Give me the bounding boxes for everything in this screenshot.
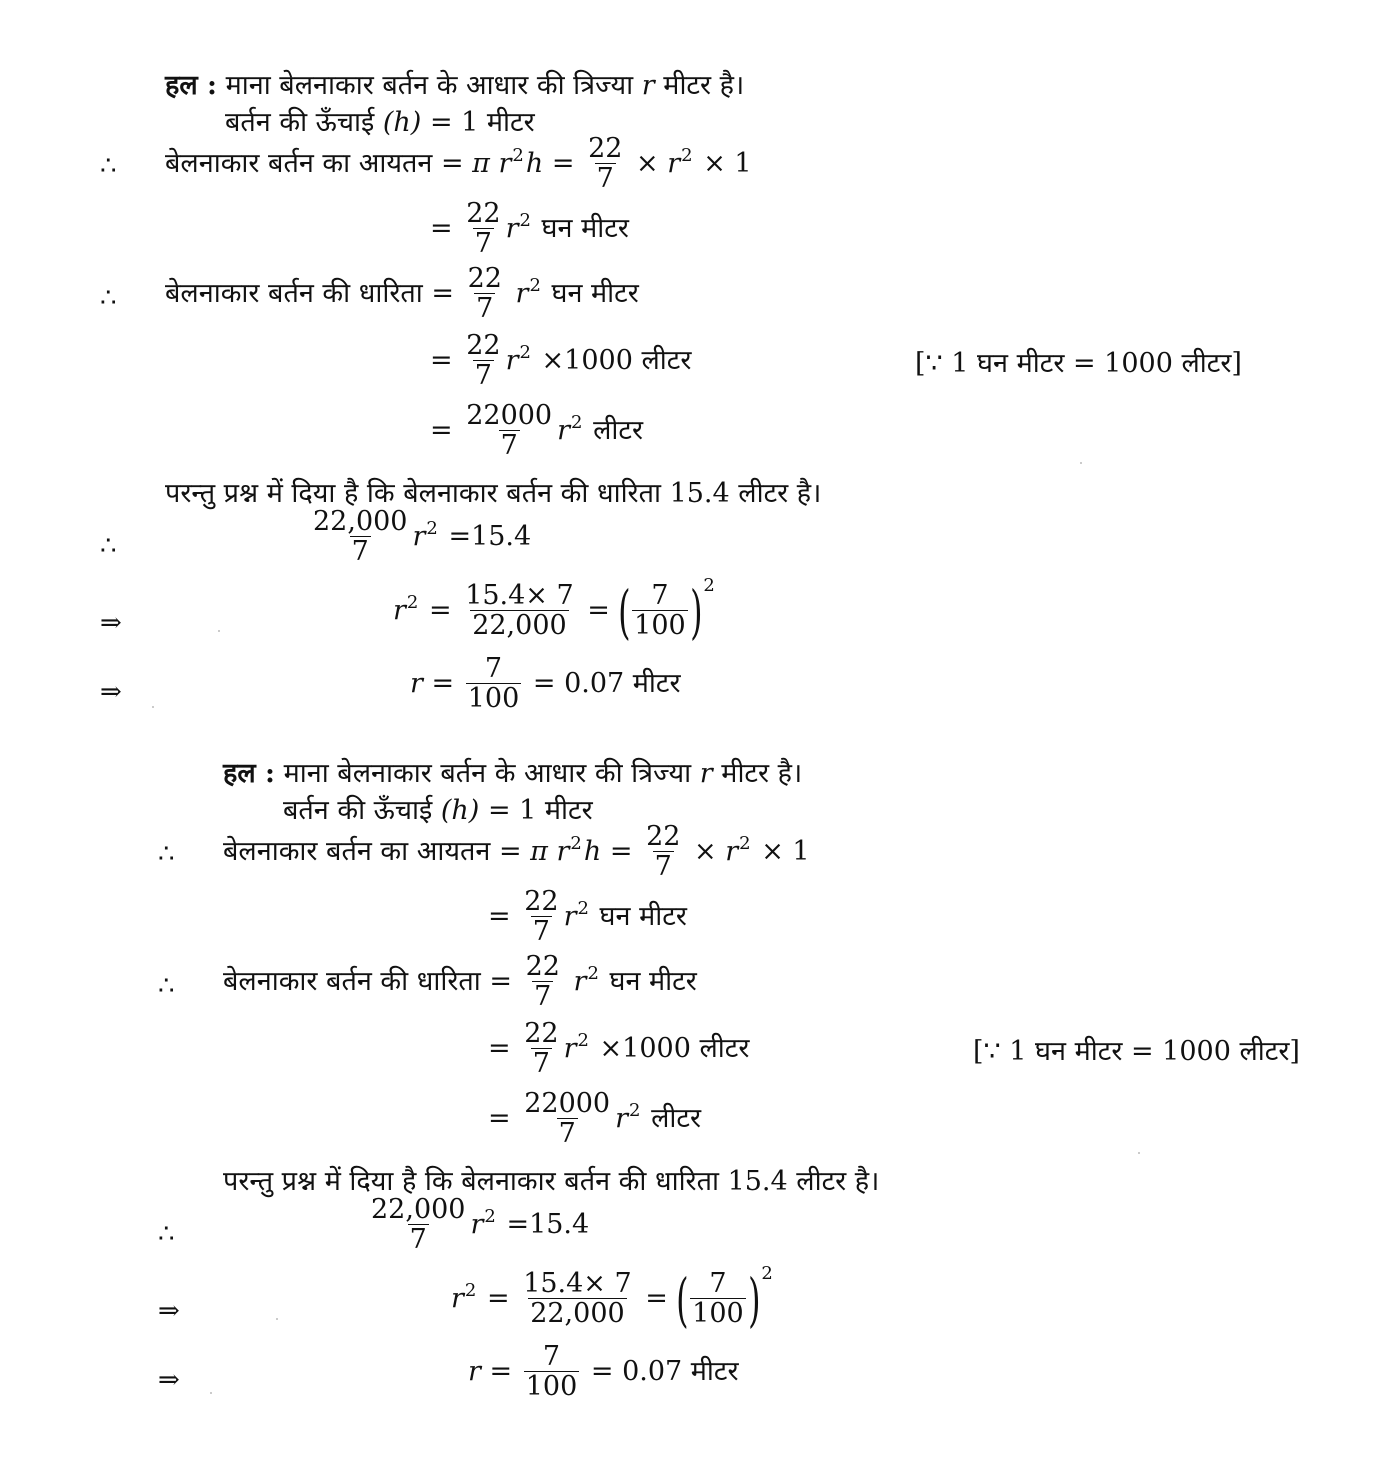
right-paren-icon: ) <box>689 577 703 646</box>
exponent: 2 <box>587 963 599 984</box>
fraction-22-7 <box>522 888 560 947</box>
equals: = <box>551 148 575 179</box>
denominator: 7 <box>532 916 550 947</box>
denominator: 7 <box>351 536 369 567</box>
denominator: 100 <box>525 1371 578 1402</box>
var-r: r <box>563 901 577 932</box>
unit-ghan-meter: घन मीटर <box>609 966 697 997</box>
denominator: 7 <box>654 851 672 882</box>
scan-speck <box>276 1318 278 1320</box>
given-line: परन्तु प्रश्न में दिया है कि बेलनाकार बर्तन की धारिता 15.4 लीटर है। <box>223 1166 880 1197</box>
var-r: r <box>699 758 713 789</box>
unit-liter: लीटर <box>651 1103 702 1134</box>
exponent: 2 <box>519 342 531 363</box>
denominator: 7 <box>532 1048 550 1079</box>
solution-block-1 <box>0 0 1389 714</box>
numerator: 22 <box>467 263 502 294</box>
r-squared-line <box>451 1263 773 1334</box>
capacity-final-line <box>430 402 643 461</box>
exponent: 2 <box>577 898 589 919</box>
scan-speck <box>218 630 220 632</box>
equals: = <box>486 1283 510 1314</box>
var-r: r <box>563 1033 577 1064</box>
r-value-line <box>468 1343 739 1402</box>
height-var: (h) <box>382 107 422 138</box>
capacity-line <box>223 953 697 1012</box>
volume-result-line <box>430 200 629 259</box>
var-r: r <box>667 148 681 179</box>
height-value: = 1 मीटर <box>429 107 535 138</box>
equals: = <box>488 901 511 932</box>
numerator: 22 <box>588 133 623 164</box>
capacity-line <box>165 265 639 324</box>
times: × <box>694 836 717 867</box>
exponent: 2 <box>571 412 583 433</box>
numerator: 22 <box>466 330 501 361</box>
intro-line <box>223 758 802 790</box>
denominator: 7 <box>596 163 614 194</box>
scan-speck <box>1080 462 1082 464</box>
therefore-symbol: ∴ <box>158 971 175 1001</box>
var-r: r <box>412 521 426 552</box>
therefore-symbol: ∴ <box>158 1219 175 1249</box>
var-r: r <box>573 966 587 997</box>
numerator: 22 <box>524 886 559 917</box>
unit-ghan-meter: घन मीटर <box>541 213 629 244</box>
meter-hai: मीटर है। <box>663 70 745 101</box>
equals: = <box>488 1033 511 1064</box>
fraction-22000c-7 <box>369 1196 467 1255</box>
scan-speck <box>152 706 154 708</box>
fraction-22-7 <box>522 1020 560 1079</box>
meter-hai: मीटर है। <box>721 758 803 789</box>
denominator: 7 <box>500 430 518 461</box>
var-r: r <box>470 1209 484 1240</box>
unit-liter: लीटर <box>593 415 644 446</box>
denominator: 100 <box>634 610 686 641</box>
h-var: h <box>525 148 544 179</box>
equals-15-4: =15.4 <box>448 521 532 552</box>
denominator: 7 <box>534 981 552 1012</box>
volume-label: बेलनाकार बर्तन का आयतन = <box>223 836 522 867</box>
equals: = <box>609 836 633 867</box>
fraction-22-7 <box>586 135 624 194</box>
exponent: 2 <box>512 145 524 166</box>
capacity-liter-line <box>488 1020 749 1079</box>
pi-r: π r <box>472 148 512 179</box>
var-r: r <box>468 1356 481 1387</box>
therefore-symbol: ∴ <box>100 283 117 313</box>
implies-symbol: ⇒ <box>100 608 122 638</box>
exponent: 2 <box>681 145 693 166</box>
denominator: 100 <box>692 1298 744 1329</box>
exponent: 2 <box>406 592 419 613</box>
exponent: 2 <box>426 518 438 539</box>
volume-line <box>165 135 752 194</box>
equals: = <box>431 668 455 699</box>
equals: = <box>587 595 610 626</box>
denominator: 22,000 <box>530 1298 625 1329</box>
hal-label: हल : <box>223 758 276 789</box>
exponent: 2 <box>577 1030 589 1051</box>
conversion-note: [∵ 1 घन मीटर = 1000 लीटर] <box>973 1036 1300 1067</box>
numerator: 7 <box>651 580 669 611</box>
implies-symbol: ⇒ <box>100 677 122 707</box>
h-var: h <box>583 836 602 867</box>
volume-line <box>223 823 810 882</box>
r-final-value: = 0.07 मीटर <box>532 668 681 699</box>
capacity-label: बेलनाकार बर्तन की धारिता = <box>223 966 512 997</box>
unit-ghan-meter: घन मीटर <box>599 901 687 932</box>
var-r: r <box>451 1283 464 1314</box>
exponent: 2 <box>519 210 531 231</box>
height-text: बर्तन की ऊँचाई <box>283 795 433 826</box>
fraction-22000-7 <box>522 1090 612 1149</box>
equals: = <box>430 213 453 244</box>
exponent: 2 <box>529 275 541 296</box>
numerator: 7 <box>484 653 503 684</box>
numerator: 7 <box>709 1268 727 1299</box>
fraction-22-7 <box>466 265 504 324</box>
var-r: r <box>505 213 519 244</box>
equals: = <box>430 345 453 376</box>
equation-line <box>308 508 531 567</box>
denominator: 7 <box>476 293 494 324</box>
fraction-22-7 <box>644 823 682 882</box>
equals: = <box>645 1283 668 1314</box>
r-squared-line <box>393 575 715 646</box>
numerator: 22,000 <box>313 506 408 537</box>
denominator: 7 <box>409 1224 427 1255</box>
var-r: r <box>557 415 571 446</box>
r-final-value: = 0.07 मीटर <box>590 1356 739 1387</box>
denominator: 7 <box>474 228 492 259</box>
fraction-22000c-7 <box>311 508 409 567</box>
numerator: 22 <box>525 951 560 982</box>
fraction-22000-7 <box>464 402 554 461</box>
pi-r: π r <box>530 836 570 867</box>
volume-result-line <box>488 888 687 947</box>
denominator: 7 <box>558 1118 576 1149</box>
volume-label: बेलनाकार बर्तन का आयतन = <box>165 148 464 179</box>
height-value: = 1 मीटर <box>487 795 593 826</box>
var-r: r <box>515 278 529 309</box>
intro-line <box>165 70 744 102</box>
times-one: × 1 <box>761 836 810 867</box>
fraction-154x7-22000 <box>463 582 576 641</box>
fraction-7-100 <box>524 1343 580 1402</box>
scan-speck <box>210 1392 212 1394</box>
exponent: 2 <box>629 1100 641 1121</box>
conversion-note: [∵ 1 घन मीटर = 1000 लीटर] <box>915 348 1242 379</box>
var-r: r <box>725 836 739 867</box>
numerator: 22 <box>466 198 501 229</box>
numerator: 22000 <box>524 1088 611 1119</box>
fraction-154x7-22000 <box>521 1270 634 1329</box>
times-1000-liter: ×1000 लीटर <box>599 1033 750 1064</box>
left-paren-icon: ( <box>617 577 631 646</box>
exponent: 2 <box>703 575 715 596</box>
fraction-22-7 <box>464 332 502 391</box>
therefore-symbol: ∴ <box>100 531 117 561</box>
right-paren-icon: ) <box>747 1265 761 1334</box>
fraction-7-100 <box>690 1270 746 1329</box>
numerator: 22,000 <box>371 1194 466 1225</box>
fraction-22-7 <box>464 200 502 259</box>
times-one: × 1 <box>703 148 752 179</box>
intro-text: माना बेलनाकार बर्तन के आधार की त्रिज्या <box>225 70 634 101</box>
unit-ghan-meter: घन मीटर <box>551 278 639 309</box>
scan-speck <box>1138 1152 1140 1154</box>
height-var: (h) <box>440 795 480 826</box>
capacity-label: बेलनाकार बर्तन की धारिता = <box>165 278 454 309</box>
left-paren-icon: ( <box>675 1265 689 1334</box>
denominator: 7 <box>474 360 492 391</box>
var-r: r <box>410 668 423 699</box>
var-r: r <box>641 70 655 101</box>
intro-text: माना बेलनाकार बर्तन के आधार की त्रिज्या <box>283 758 692 789</box>
equals-15-4: =15.4 <box>506 1209 590 1240</box>
denominator: 22,000 <box>472 610 567 641</box>
equals: = <box>428 595 452 626</box>
equation-line <box>366 1196 589 1255</box>
hal-label: हल : <box>165 70 218 101</box>
var-r: r <box>615 1103 629 1134</box>
solution-block-2 <box>58 688 1389 1402</box>
numerator: 22 <box>646 821 681 852</box>
given-line: परन्तु प्रश्न में दिया है कि बेलनाकार बर्तन की धारिता 15.4 लीटर है। <box>165 478 822 509</box>
implies-symbol: ⇒ <box>158 1365 180 1395</box>
equals: = <box>488 1103 511 1134</box>
numerator: 15.4× 7 <box>465 580 574 611</box>
therefore-symbol: ∴ <box>158 839 175 869</box>
exponent: 2 <box>464 1280 477 1301</box>
capacity-final-line <box>488 1090 701 1149</box>
exponent: 2 <box>739 833 751 854</box>
exponent: 2 <box>484 1206 496 1227</box>
exponent: 2 <box>761 1263 773 1284</box>
equals: = <box>489 1356 513 1387</box>
times-1000-liter: ×1000 लीटर <box>541 345 692 376</box>
capacity-liter-line <box>430 332 691 391</box>
implies-symbol: ⇒ <box>158 1296 180 1326</box>
fraction-7-100 <box>632 582 688 641</box>
fraction-22-7 <box>524 953 562 1012</box>
equals: = <box>430 415 453 446</box>
numerator: 22000 <box>466 400 553 431</box>
denominator: 100 <box>467 683 520 714</box>
var-r: r <box>505 345 519 376</box>
times: × <box>636 148 659 179</box>
numerator: 15.4× 7 <box>523 1268 632 1299</box>
numerator: 22 <box>524 1018 559 1049</box>
var-r: r <box>393 595 406 626</box>
therefore-symbol: ∴ <box>100 151 117 181</box>
numerator: 7 <box>542 1341 561 1372</box>
exponent: 2 <box>570 833 582 854</box>
height-text: बर्तन की ऊँचाई <box>225 107 375 138</box>
